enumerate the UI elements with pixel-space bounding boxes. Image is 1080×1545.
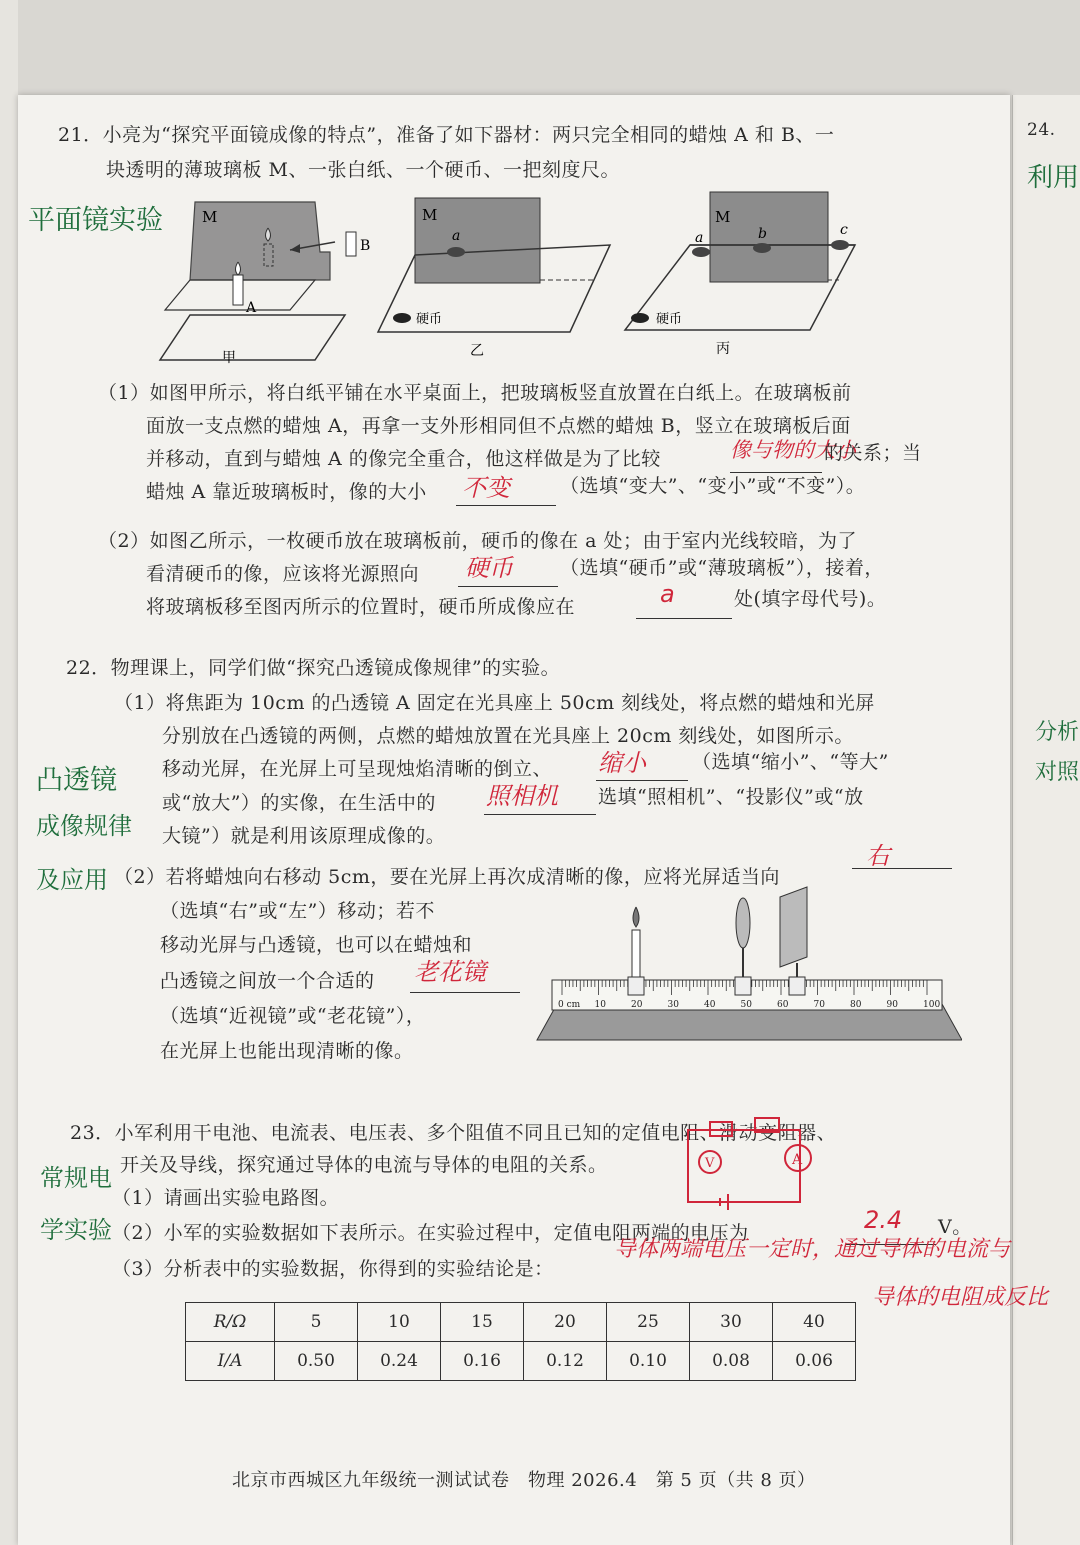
svg-text:V: V xyxy=(705,1156,715,1171)
q23-p3: （3）分析表中的实验数据，你得到的实验结论是： xyxy=(112,1258,554,1280)
q23-stem-line2: 开关及导线，探究通过导体的电流与导体的电阻的关系。 xyxy=(120,1154,608,1176)
q21-p2-line3b: 处(填字母代号)。 xyxy=(734,588,887,610)
ruler-tick-label: 50 xyxy=(740,1000,752,1010)
table-row xyxy=(186,1303,856,1342)
ruler-tick-label: 30 xyxy=(667,1000,679,1010)
table-cell: 20 xyxy=(524,1303,607,1342)
q22-p2-line3: 移动光屏与凸透镜，也可以在蜡烛和 xyxy=(160,934,473,956)
table-cell: 0.12 xyxy=(524,1342,607,1381)
q21-p2-line2b: （选填“硬币”或“薄玻璃板”），接着， xyxy=(560,557,884,579)
label-bing: 丙 xyxy=(716,341,730,357)
q21-p1-line3b: 的关系；当 xyxy=(824,442,922,464)
table-cell: 0.24 xyxy=(358,1342,441,1381)
q21-p1-line4a: 蜡烛 A 靠近玻璃板时，像的大小 xyxy=(146,481,427,503)
q22-stem: 22．物理课上，同学们做“探究凸透镜成像规律”的实验。 xyxy=(66,657,561,679)
table-header-i: I/A xyxy=(186,1342,275,1381)
q21-figures xyxy=(150,190,870,365)
table-cell: 0.08 xyxy=(690,1342,773,1381)
table-cell: 25 xyxy=(607,1303,690,1342)
q22-p1-line3a: 移动光屏，在光屏上可呈现烛焰清晰的倒立、 xyxy=(162,758,553,780)
svg-text:A: A xyxy=(792,1152,803,1168)
margin-note-circuit-2: 学实验 xyxy=(40,1216,112,1244)
q22-p2-line1: （2）若将蜡烛向右移动 5cm，要在光屏上再次成清晰的像，应将光屏适当向 xyxy=(114,866,780,888)
answer-22-4: 老花镜 xyxy=(414,958,486,986)
answer-21-3: 硬币 xyxy=(465,554,513,582)
answer-23-conclusion-2: 导体的电阻成反比 xyxy=(872,1285,1049,1310)
svg-text:A: A xyxy=(246,300,257,316)
q23-stem-line1: 23．小军利用干电池、电流表、电压表、多个阻值不同且已知的定值电阻、滑动变阻器、 xyxy=(70,1122,837,1144)
answer-23-v: 2.4 xyxy=(864,1206,903,1234)
figure-bing xyxy=(625,192,855,357)
svg-text:M: M xyxy=(422,206,438,224)
blank-21-4 xyxy=(636,618,732,619)
q23-p1: （1）请画出实验电路图。 xyxy=(112,1187,340,1209)
q22-p1-line4a: 或“放大”）的实像，在生活中的 xyxy=(162,792,436,814)
q23-p2a: （2）小军的实验数据如下表所示。在实验过程中，定值电阻两端的电压为 xyxy=(112,1222,749,1244)
table-cell: 40 xyxy=(773,1303,856,1342)
q22-p2-line5: （选填“近视镜”或“老花镜”）， xyxy=(160,1005,426,1027)
blank-22-2 xyxy=(484,814,596,815)
margin-note-mirror-experiment: 平面镜实验 xyxy=(28,205,163,236)
q22-p2-line6: 在光屏上也能出现清晰的像。 xyxy=(160,1040,414,1062)
answer-23-conclusion-1: 导体两端电压一定时，通过导体的电流与 xyxy=(614,1237,1011,1262)
table-cell: 15 xyxy=(441,1303,524,1342)
side-note-1: 利用 xyxy=(1027,163,1080,193)
q21-p2-line1: （2）如图乙所示，一枚硬币放在玻璃板前，硬币的像在 a 处；由于室内光线较暗，为了 xyxy=(98,530,857,552)
side-note-2: 分析 xyxy=(1035,720,1080,745)
circuit-sketch xyxy=(680,1110,820,1215)
table-cell: 5 xyxy=(275,1303,358,1342)
table-cell: 0.10 xyxy=(607,1342,690,1381)
q22-p2-line4a: 凸透镜之间放一个合适的 xyxy=(160,970,375,992)
q22-p1-line3b: （选填“缩小”、“等大” xyxy=(692,751,889,773)
table-row xyxy=(186,1342,856,1381)
next-page-edge xyxy=(1012,95,1080,1545)
q23-p2b: V。 xyxy=(938,1216,972,1238)
blank-22-4 xyxy=(410,992,520,993)
margin-note-lens-1: 凸透镜 xyxy=(36,765,117,796)
q22-p2-line2: （选填“右”或“左”）移动；若不 xyxy=(160,900,435,922)
svg-text:硬币: 硬币 xyxy=(416,312,443,327)
data-table xyxy=(185,1302,856,1381)
label-jia: 甲 xyxy=(222,350,236,365)
q21-p1-line3a: 并移动，直到与蜡烛 A 的像完全重合，他这样做是为了比较 xyxy=(146,448,661,470)
blank-21-3 xyxy=(458,586,558,587)
ruler-tick-label: 60 xyxy=(777,1000,789,1010)
answer-22-1: 缩小 xyxy=(598,749,646,777)
ruler-tick-label: 90 xyxy=(886,1000,898,1010)
svg-text:a: a xyxy=(452,228,461,244)
q21-stem-line2: 块透明的薄玻璃板 M、一张白纸、一个硬币、一把刻度尺。 xyxy=(106,159,620,181)
svg-text:M: M xyxy=(202,208,218,226)
svg-text:M: M xyxy=(715,208,731,226)
label-yi: 乙 xyxy=(470,343,484,359)
margin-note-lens-2: 成像规律 xyxy=(36,812,132,840)
figure-jia xyxy=(160,202,370,365)
q21-p2-line2a: 看清硬币的像，应该将光源照向 xyxy=(146,563,420,585)
q22-p1-line4b: 选填“照相机”、“投影仪”或“放 xyxy=(598,786,864,808)
optical-bench-figure xyxy=(532,885,962,1055)
ruler-tick-label: 20 xyxy=(631,1000,643,1010)
table-cell: 0.16 xyxy=(441,1342,524,1381)
table-header-r: R/Ω xyxy=(186,1303,275,1342)
answer-21-2: 不变 xyxy=(462,474,510,502)
svg-text:c: c xyxy=(840,222,848,238)
side-note-3: 对照 xyxy=(1035,760,1080,785)
page-footer: 北京市西城区九年级统一测试试卷 物理 2026.4 第 5 页（共 8 页） xyxy=(232,1470,816,1491)
q21-p1-line4b: （选填“变大”、“变小”或“不变”）。 xyxy=(560,475,866,497)
svg-text:B: B xyxy=(360,238,371,254)
ruler-tick-label: 0 cm xyxy=(558,1000,581,1010)
answer-22-3: 右 xyxy=(866,842,890,870)
ruler-tick-label: 100 xyxy=(923,1000,941,1010)
table-cell: 10 xyxy=(358,1303,441,1342)
q21-p1-line1: （1）如图甲所示，将白纸平铺在水平桌面上，把玻璃板竖直放置在白纸上。在玻璃板前 xyxy=(98,382,852,404)
answer-21-4: a xyxy=(660,580,675,608)
margin-note-circuit-1: 常规电 xyxy=(40,1164,112,1192)
ruler-tick-label: 80 xyxy=(850,1000,862,1010)
blank-22-1 xyxy=(596,780,688,781)
previous-page-edge xyxy=(0,0,18,1545)
ruler-tick-label: 70 xyxy=(813,1000,825,1010)
q22-p1-line2: 分别放在凸透镜的两侧，点燃的蜡烛放置在光具座上 20cm 刻线处，如图所示。 xyxy=(162,725,854,747)
table-cell: 0.06 xyxy=(773,1342,856,1381)
answer-22-2: 照相机 xyxy=(486,782,558,810)
q22-p1-line5: 大镜”）就是利用该原理成像的。 xyxy=(162,825,446,847)
q21-p1-line2: 面放一支点燃的蜡烛 A，再拿一支外形相同但不点燃的蜡烛 B，竖立在玻璃板后面 xyxy=(146,415,851,437)
svg-text:a: a xyxy=(695,230,704,246)
q21-p2-line3a: 将玻璃板移至图丙所示的位置时，硬币所成像应在 xyxy=(146,596,576,618)
next-question-number: 24. xyxy=(1027,120,1056,140)
q21-stem-line1: 21．小亮为“探究平面镜成像的特点”，准备了如下器材：两只完全相同的蜡烛 A 和 B、一 xyxy=(58,124,835,146)
figure-yi xyxy=(378,198,610,359)
table-cell: 30 xyxy=(690,1303,773,1342)
table-cell: 0.50 xyxy=(275,1342,358,1381)
answer-21-1: 像与物的大小 xyxy=(730,438,856,462)
ruler-tick-label: 10 xyxy=(594,1000,606,1010)
q22-p1-line1: （1）将焦距为 10cm 的凸透镜 A 固定在光具座上 50cm 刻线处，将点燃的蜡烛和光屏 xyxy=(114,692,875,714)
margin-note-lens-3: 及应用 xyxy=(36,866,108,894)
blank-21-2 xyxy=(456,505,556,506)
svg-text:b: b xyxy=(758,226,767,242)
svg-text:硬币: 硬币 xyxy=(656,312,683,327)
ruler-tick-label: 40 xyxy=(704,1000,716,1010)
